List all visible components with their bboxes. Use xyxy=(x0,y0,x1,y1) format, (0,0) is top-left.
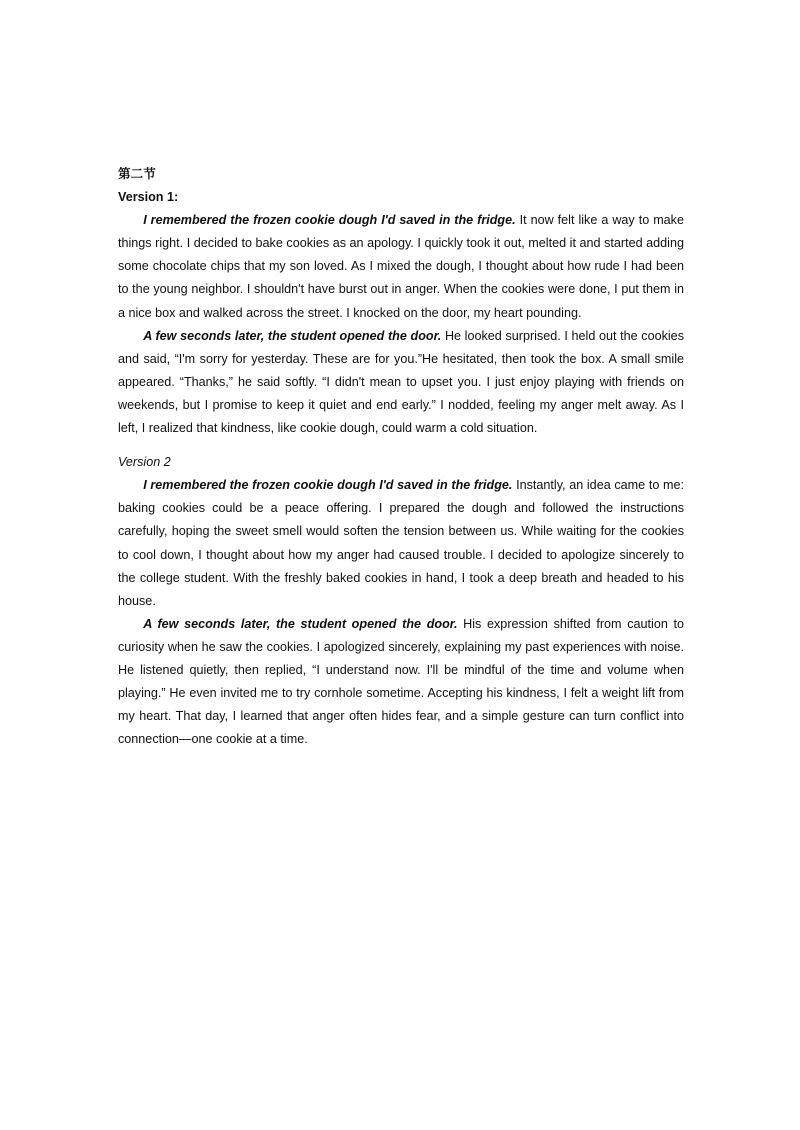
version-2-paragraph-2-lead: A few seconds later, the student opened the door. xyxy=(143,616,458,631)
version-2-paragraph-1-lead: I remembered the frozen cookie dough I'd saved in the fridge. xyxy=(143,478,513,493)
section-spacer xyxy=(118,440,684,451)
version-1-paragraph-2 xyxy=(118,325,684,440)
version-2-paragraph-2 xyxy=(118,613,684,752)
version-1-paragraph-2-body: He looked surprised. I held out the cookies and said, “I'm sorry for yesterday. These are for you.”He hesitated, then took the box. A small smile appeared. “Thanks,” he said softly. “I didn't mean to upset you. I just enjoy playing with friends on weekends, but I promise to keep it quiet and end early.” I nodded, feeling my anger melt away. As I left, I realized that kindness, like cookie dough, could warm a cold situation. xyxy=(118,328,684,436)
section-title: 第二节 xyxy=(118,167,156,181)
version-2-paragraph-1-body: Instantly, an idea came to me: baking cookies could be a peace offering. I prepared the dough and followed the instructions carefully, hoping the sweet smell would soften the tension between us. While waiting for the cookies to cool down, I thought about how my anger had caused trouble. I decided to apologize sincerely to the college student. With the freshly baked cookies in hand, I took a deep breath and headed to his house. xyxy=(118,478,684,608)
version-1-block xyxy=(118,186,684,440)
version-1-paragraph-1-body: It now felt like a way to make things right. I decided to bake cookies as an apology. I quickly took it out, melted it and started adding some chocolate chips that my son loved. As I mixed the dough, I thought about how rude I had been to the young neighbor. I shouldn't have burst out in anger. When the cookies were done, I put them in a nice box and walked across the street. I knocked on the door, my heart pounding. xyxy=(118,213,684,320)
version-1-heading: Version 1: xyxy=(118,190,179,205)
version-2-paragraph-1 xyxy=(118,474,684,613)
document-page xyxy=(118,163,684,751)
version-1-paragraph-1 xyxy=(118,209,684,324)
version-2-block xyxy=(118,451,684,751)
version-1-paragraph-2-lead: A few seconds later, the student opened the door. xyxy=(143,328,442,343)
version-2-paragraph-2-body: His expression shifted from caution to curiosity when he saw the cookies. I apologized sincerely, explaining my past experiences with noise. He listened quietly, then replied, “I understand now. I'll be mindful of the time and volume when playing.” He even invited me to try cornhole sometime. Accepting his kindness, I felt a weight lift from my heart. That day, I learned that anger often hides fear, and a simple gesture can turn conflict into connection—one cookie at a time. xyxy=(118,616,684,747)
version-1-paragraph-1-lead: I remembered the frozen cookie dough I'd saved in the fridge. xyxy=(143,213,516,228)
version-2-heading: Version 2 xyxy=(118,455,171,470)
